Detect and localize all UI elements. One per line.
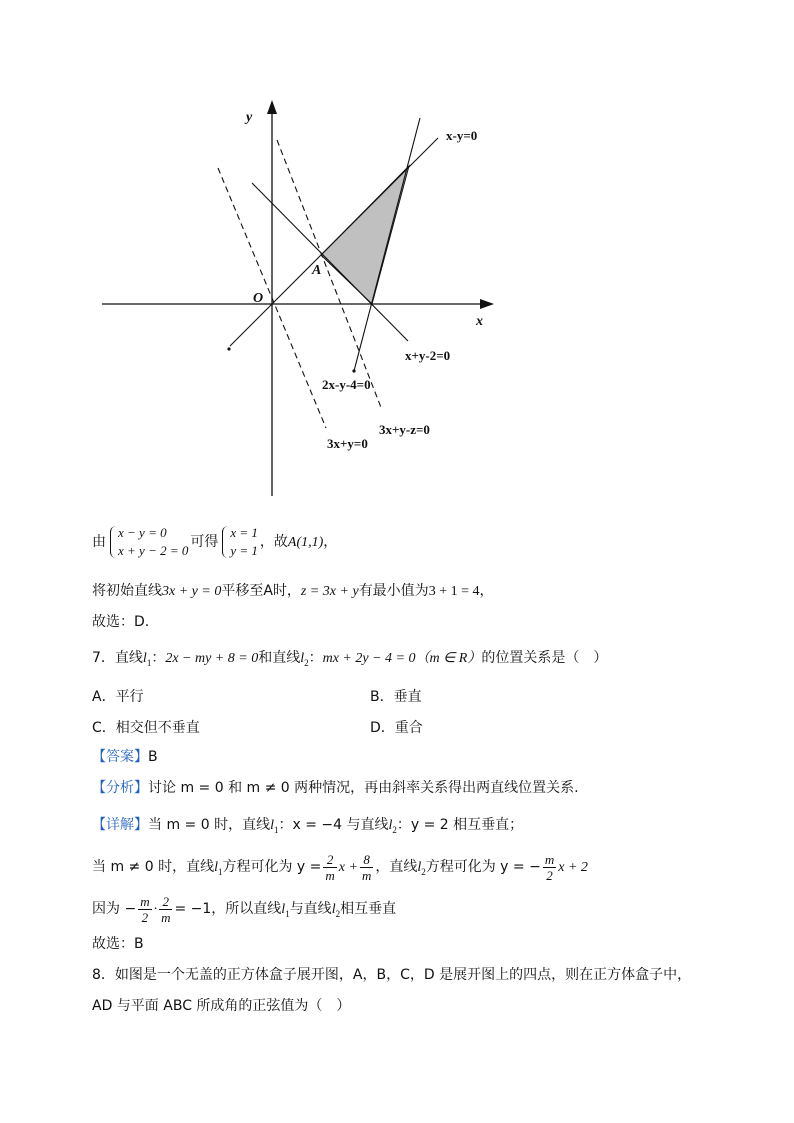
numerator: 8 [360,852,373,868]
q7-choice: 故选：B [92,936,144,952]
subscript: 1 [273,824,279,835]
subscript: 1 [217,866,223,877]
detail-line-2 [92,850,588,889]
text: 方程可化为 y = [222,859,322,875]
answer-value: B [148,749,158,765]
label-x-plus-y-minus-2: x+y-2=0 [405,348,451,363]
option-a: A．平行 [92,689,144,705]
text: 可得 [190,534,219,550]
y-axis-label: y [246,110,253,125]
label-3x-plus-y: 3x+y=0 [327,436,368,451]
text: 当 m = 0 时，直线 [148,817,271,833]
numerator: m [544,851,555,867]
text: 将初始直线 [92,583,162,599]
text: ： [151,650,166,666]
answer-line [92,747,158,767]
text: 有最小值为 [358,583,429,599]
point-a-expression: A(1,1) [287,535,324,550]
option-b: B．垂直 [370,689,422,705]
equation: y = 1 [230,543,258,558]
equation: 3x + y = 0 [162,584,222,599]
text: 7．直线 [92,650,143,666]
x-axis-label: x [476,314,483,329]
line-l1: l [142,651,147,666]
equation-system-2 [220,524,258,560]
fraction-m-over-2 [138,894,151,925]
analysis-line [92,778,579,798]
text: 与直线 [289,901,332,917]
text: · [153,902,158,917]
option-d: D．重合 [370,720,423,736]
fraction-8-over-m [360,852,373,883]
text: x + [338,860,358,875]
denominator: m [161,909,171,925]
equation: x = 1 [230,525,258,540]
option-c: C．相交但不垂直 [92,720,200,736]
text: ，故 [259,534,288,550]
line-l2: l [300,651,305,666]
line-l2: l [331,902,336,917]
feasible-region [321,166,409,304]
text: 相互垂直 [340,901,397,917]
endpoint-dot [352,369,355,372]
equation: z = 3x + y [300,584,359,599]
label-2x-minus-y-minus-4: 2x-y-4=0 [322,377,371,392]
solution-line-1 [92,524,337,560]
question-7-stem [92,648,607,673]
subscript: 2 [335,908,341,919]
text: ：y = 2 相互垂直； [396,817,524,833]
detail-line-3 [92,892,396,931]
solution-choice: 故选：D. [92,614,150,630]
text: ， [323,534,338,550]
line-l1: l [214,860,218,875]
linear-programming-figure [0,0,794,520]
origin-label: O [253,291,264,306]
line-l2: l [388,818,393,833]
subscript: 2 [304,657,309,668]
subscript: 1 [285,908,290,919]
line-l1: l [270,818,274,833]
text: 当 m ≠ 0 时，直线 [92,859,215,875]
solution-line-2 [92,581,493,602]
label-x-minus-y: x-y=0 [446,128,478,143]
numerator: m [140,893,150,909]
subscript: 1 [146,657,152,668]
denominator: 2 [141,909,149,925]
x-axis-arrow [480,299,494,309]
question-8-line-2: AD 与平面 ABC 所成角的正弦值为（ ） [92,998,351,1014]
denominator: m [361,867,372,883]
equation: 2x − my + 8 = 0 [165,651,259,666]
text: ： [308,650,323,666]
detail-tag: 【详解】 [92,817,148,833]
analysis-tag: 【分析】 [92,780,148,796]
equation: mx + 2y − 4 = 0 [322,651,416,666]
text: 由 [92,534,106,550]
text: ， [479,583,494,599]
equation-system-1 [108,524,188,560]
fraction-2-over-m [159,894,172,925]
text: = −1，所以直线 [174,901,282,917]
subscript: 2 [421,866,426,877]
text: ：x = −4 与直线 [278,817,389,833]
analysis-text: 讨论 m = 0 和 m ≠ 0 两种情况，再由斜率关系得出两直线位置关系. [148,780,579,796]
endpoint-dot [227,347,230,350]
y-axis-arrow [267,100,277,114]
numerator: 2 [323,852,336,868]
denominator: 2 [546,867,553,883]
numerator: 2 [159,894,172,910]
detail-line-1 [92,815,523,840]
equation: 3 + 1 = 4 [428,584,480,599]
text: ，直线 [375,859,418,875]
answer-tag: 【答案】 [92,749,148,765]
equation: x − y = 0 [118,525,167,540]
fraction-m-over-2 [543,852,556,883]
denominator: m [325,867,335,883]
line-l2: l [417,860,422,875]
line-l1: l [281,902,286,917]
text: 的位置关系是（ ） [481,650,608,666]
label-3x-plus-y-minus-z: 3x+y-z=0 [379,422,430,437]
text: 因为 − [92,901,137,917]
condition: （m ∈ R） [415,651,482,666]
text: 平移至A时， [221,583,301,599]
text: x + 2 [558,860,588,875]
equation: x + y − 2 = 0 [118,543,189,558]
text: 和直线 [258,650,301,666]
text: 方程可化为 y = − [425,859,541,875]
point-a-label: A [312,263,322,278]
question-8-line-1: 8．如图是一个无盖的正方体盒子展开图，A，B，C，D 是展开图上的四点，则在正方体盒子中， [92,967,692,983]
fraction-2-over-m [323,852,336,883]
subscript: 2 [392,824,397,835]
